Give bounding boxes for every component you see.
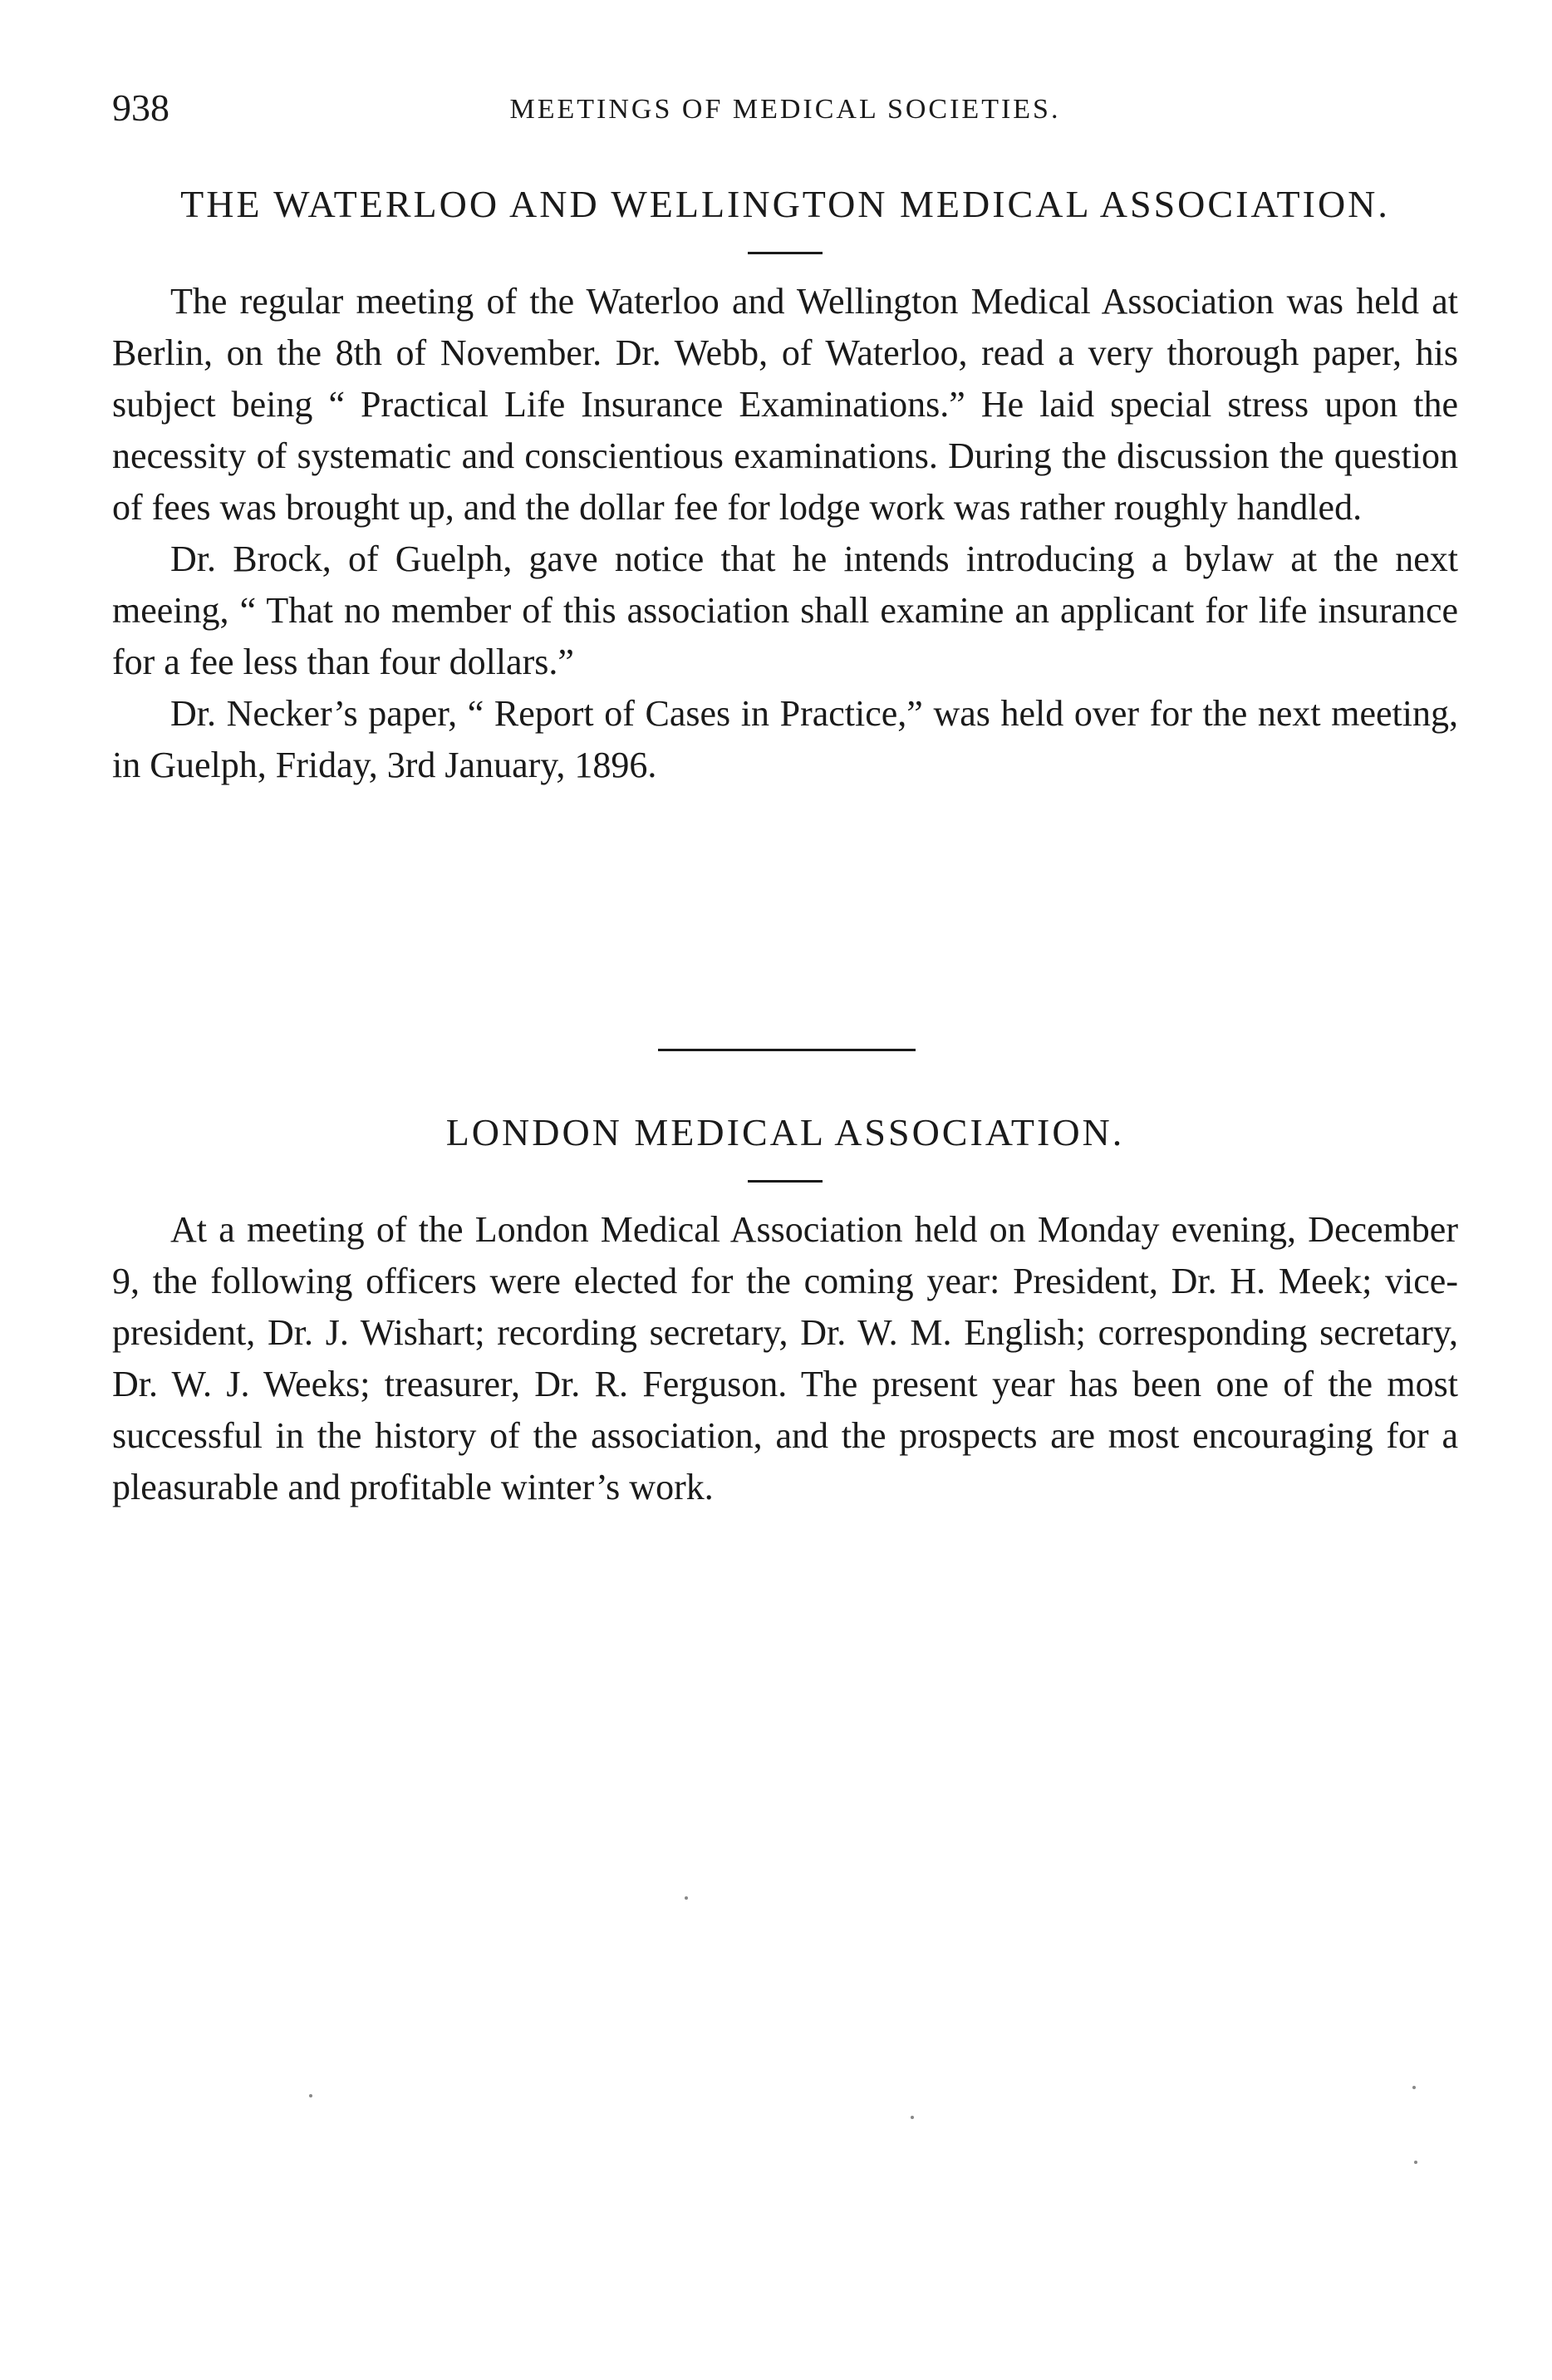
running-head [112,83,1458,141]
scan-speck [911,2116,914,2119]
scan-speck [1414,2161,1417,2164]
article-paragraph: Dr. Brock, of Guelph, gave notice that he intends introducing a bylaw at the next meeing, “ That no member of this association shall examine an applicant for life insurance for a fee less than four dollars.” [112,538,1458,682]
section-divider [658,1049,916,1051]
article-london [112,1107,1458,1513]
title-rule [748,1180,823,1183]
scan-speck [685,1896,688,1900]
page-number: 938 [112,86,169,129]
article-waterloo-wellington [112,179,1458,791]
title-rule [748,252,823,254]
running-title: MEETINGS OF MEDICAL SOCIETIES. [509,94,1061,125]
article-paragraph: Dr. Necker’s paper, “ Report of Cases in Practice,” was held over for the next meeting, in Guelph, Friday, 3rd January, 1896. [112,693,1458,785]
article-paragraph: The regular meeting of the Waterloo and Wellington Medical Association was held at Berlin, on the 8th of November. Dr. Webb, of Waterloo, read a very thorough paper, his subject being “ Practical Life Insurance Examinations.” He laid special stress upon the necessity of systematic and conscientious examinations. During the discussion the question of fees was brought up, and the dollar fee for lodge work was rather roughly handled. [112,281,1458,528]
article-paragraph: At a meeting of the London Medical Association held on Monday evening, December 9, the following officers were elected for the coming year: President, Dr. H. Meek; vice-president, Dr. J. Wishart; recording secretary, Dr. W. M. English; corresponding secretary, Dr. W. J. Weeks; treasurer, Dr. R. Ferguson. The present year has been one of the most successful in the history of the association, and the prospects are most encouraging for a pleasurable and profitable winter’s work. [112,1209,1458,1507]
article-title: THE WATERLOO AND WELLINGTON MEDICAL ASSOCIATION. [180,183,1390,225]
scan-speck [1412,2086,1416,2089]
article-title: LONDON MEDICAL ASSOCIATION. [445,1111,1125,1153]
scan-speck [309,2094,312,2097]
